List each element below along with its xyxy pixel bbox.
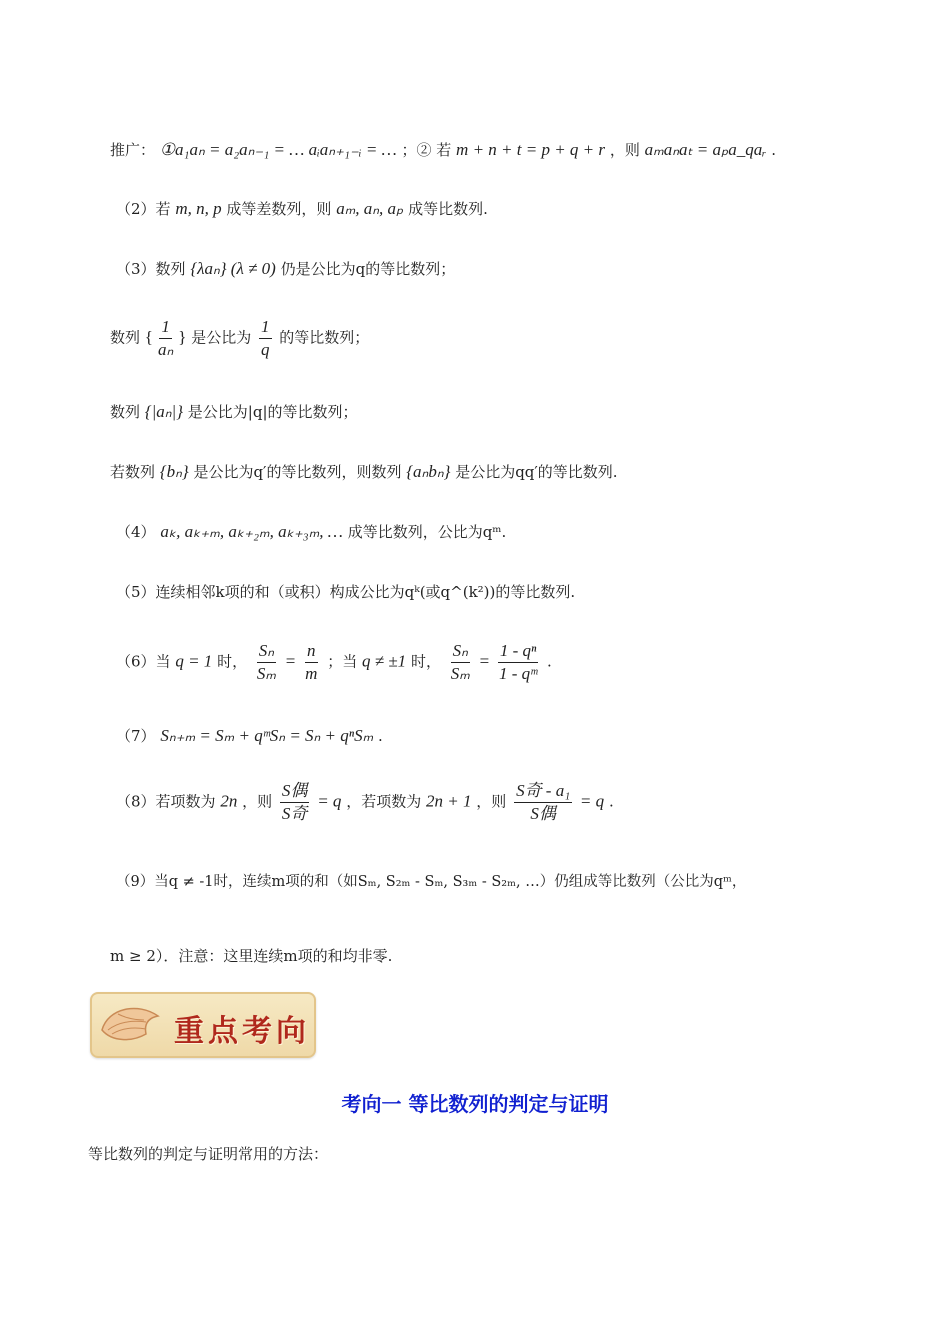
formula: {aₙbₙ}	[406, 462, 451, 481]
formula: m, n, p	[175, 199, 222, 218]
text: 若数列	[110, 463, 156, 481]
text: 是公比为qq′的等比数列.	[455, 463, 618, 481]
shell-icon	[98, 1000, 164, 1048]
text: 是公比为	[191, 328, 252, 347]
property-5	[116, 580, 575, 604]
property-2	[116, 197, 488, 221]
section-title: 考向一 等比数列的判定与证明	[341, 1092, 609, 1116]
text: .	[771, 141, 776, 159]
property-7	[116, 724, 383, 748]
banner-text: 重点考向	[174, 1014, 310, 1049]
text: .	[547, 652, 552, 671]
text: ，则	[609, 141, 640, 159]
fraction: $\frac{\text{S偶}}{\text{S奇}}$	[281, 781, 308, 823]
formula: {|aₙ|}	[144, 402, 184, 421]
text: =	[479, 651, 490, 671]
text: （7）	[116, 727, 156, 745]
text: （2）若	[116, 200, 171, 218]
text: 成等比数列，公比为qᵐ.	[347, 523, 507, 541]
text: m ≥ 2）．注意：这里连续m项的和均非零.	[110, 947, 393, 965]
property-3	[116, 257, 455, 281]
fraction: $\frac{\text{S奇 - a₁}}{\text{S偶}}$	[516, 781, 571, 823]
text: 数列	[110, 403, 141, 421]
property-8	[116, 780, 614, 825]
condition: q ≠ ±1	[362, 651, 407, 671]
fraction: $\frac{n}{m}$	[305, 641, 318, 683]
property-3-product	[110, 460, 618, 484]
text: （3）数列	[116, 260, 186, 278]
text: 数列	[110, 328, 141, 347]
text: ，则	[476, 792, 507, 811]
formula: aₘ, aₙ, aₚ	[336, 199, 404, 218]
formula: ①a₁aₙ = a₂aₙ₋₁ = … aᵢaₙ₊₁₋ᵢ = …	[159, 140, 397, 159]
text: =	[285, 651, 296, 671]
text: （9）当q ≠ -1时，连续m项的和（如Sₘ, S₂ₘ - Sₘ, S₃ₘ - S₂ₘ, …）仍组成等比数列（公比为qᵐ，	[116, 874, 747, 890]
property-9	[116, 870, 746, 894]
text: 的等比数列；	[279, 328, 370, 347]
formula: = q	[579, 791, 605, 811]
text: .	[608, 792, 614, 811]
text: ；② 若	[401, 141, 452, 159]
label: 推广：	[110, 141, 156, 159]
text: ，则	[242, 792, 273, 811]
text: 时，	[217, 652, 248, 671]
section-intro: 等比数列的判定与证明常用的方法：	[88, 1145, 329, 1163]
property-6	[116, 640, 552, 685]
formula: aₘaₙaₜ = aₚa_qaᵣ	[644, 140, 767, 159]
text: （8）若项数为	[116, 792, 216, 811]
text: （6）当	[116, 652, 171, 671]
property-3-abs	[110, 400, 358, 424]
fraction: $\frac{1}{\text{aₙ}}$	[157, 317, 174, 359]
condition: m + n + t = p + q + r	[456, 140, 606, 159]
formula: aₖ, aₖ₊ₘ, aₖ₊₂ₘ, aₖ₊₃ₘ, …	[160, 522, 343, 541]
text: 是公比为|q|的等比数列；	[187, 403, 358, 421]
generalization-line	[110, 138, 776, 162]
formula: Sₙ₊ₘ = Sₘ + qᵐSₙ = Sₙ + qⁿSₘ	[160, 726, 374, 745]
fraction: $\frac{\text{Sₙ}}{\text{Sₘ}}$	[256, 641, 276, 683]
formula: 2n	[220, 791, 238, 811]
property-3-reciprocal: 数列 { $\frac{1}{\text{aₙ}}$ } 是公比为 $\frac{1}{q}$ 的等比数列；	[110, 317, 370, 359]
text: 成等比数列.	[408, 200, 488, 218]
key-topics-banner	[90, 992, 316, 1058]
text: ，若项数为	[346, 792, 422, 811]
formula: {λaₙ} (λ ≠ 0)	[190, 259, 276, 278]
text: .	[378, 727, 383, 745]
text: 是公比为q′的等比数列，则数列	[193, 463, 402, 481]
text: 时，	[410, 652, 441, 671]
text: ；当	[327, 652, 358, 671]
fraction: $\frac{1}{q}$	[261, 317, 270, 359]
formula: = q	[317, 791, 342, 811]
fraction: $\frac{\text{1 - qⁿ}}{\text{1 - qᵐ}}$	[499, 641, 538, 683]
property-4	[116, 520, 506, 544]
formula: 2n + 1	[426, 791, 472, 811]
condition: q = 1	[175, 651, 213, 671]
property-9-note	[110, 944, 392, 968]
text: 成等差数列，则	[226, 200, 332, 218]
formula: {bₙ}	[159, 462, 189, 481]
text: （4）	[116, 523, 156, 541]
fraction: $\frac{\text{Sₙ}}{\text{Sₘ}}$	[450, 641, 470, 683]
text: （5）连续相邻k项的和（或积）构成公比为qᵏ(或q^(k²))的等比数列.	[116, 583, 576, 601]
text: 仍是公比为q的等比数列；	[280, 260, 456, 278]
